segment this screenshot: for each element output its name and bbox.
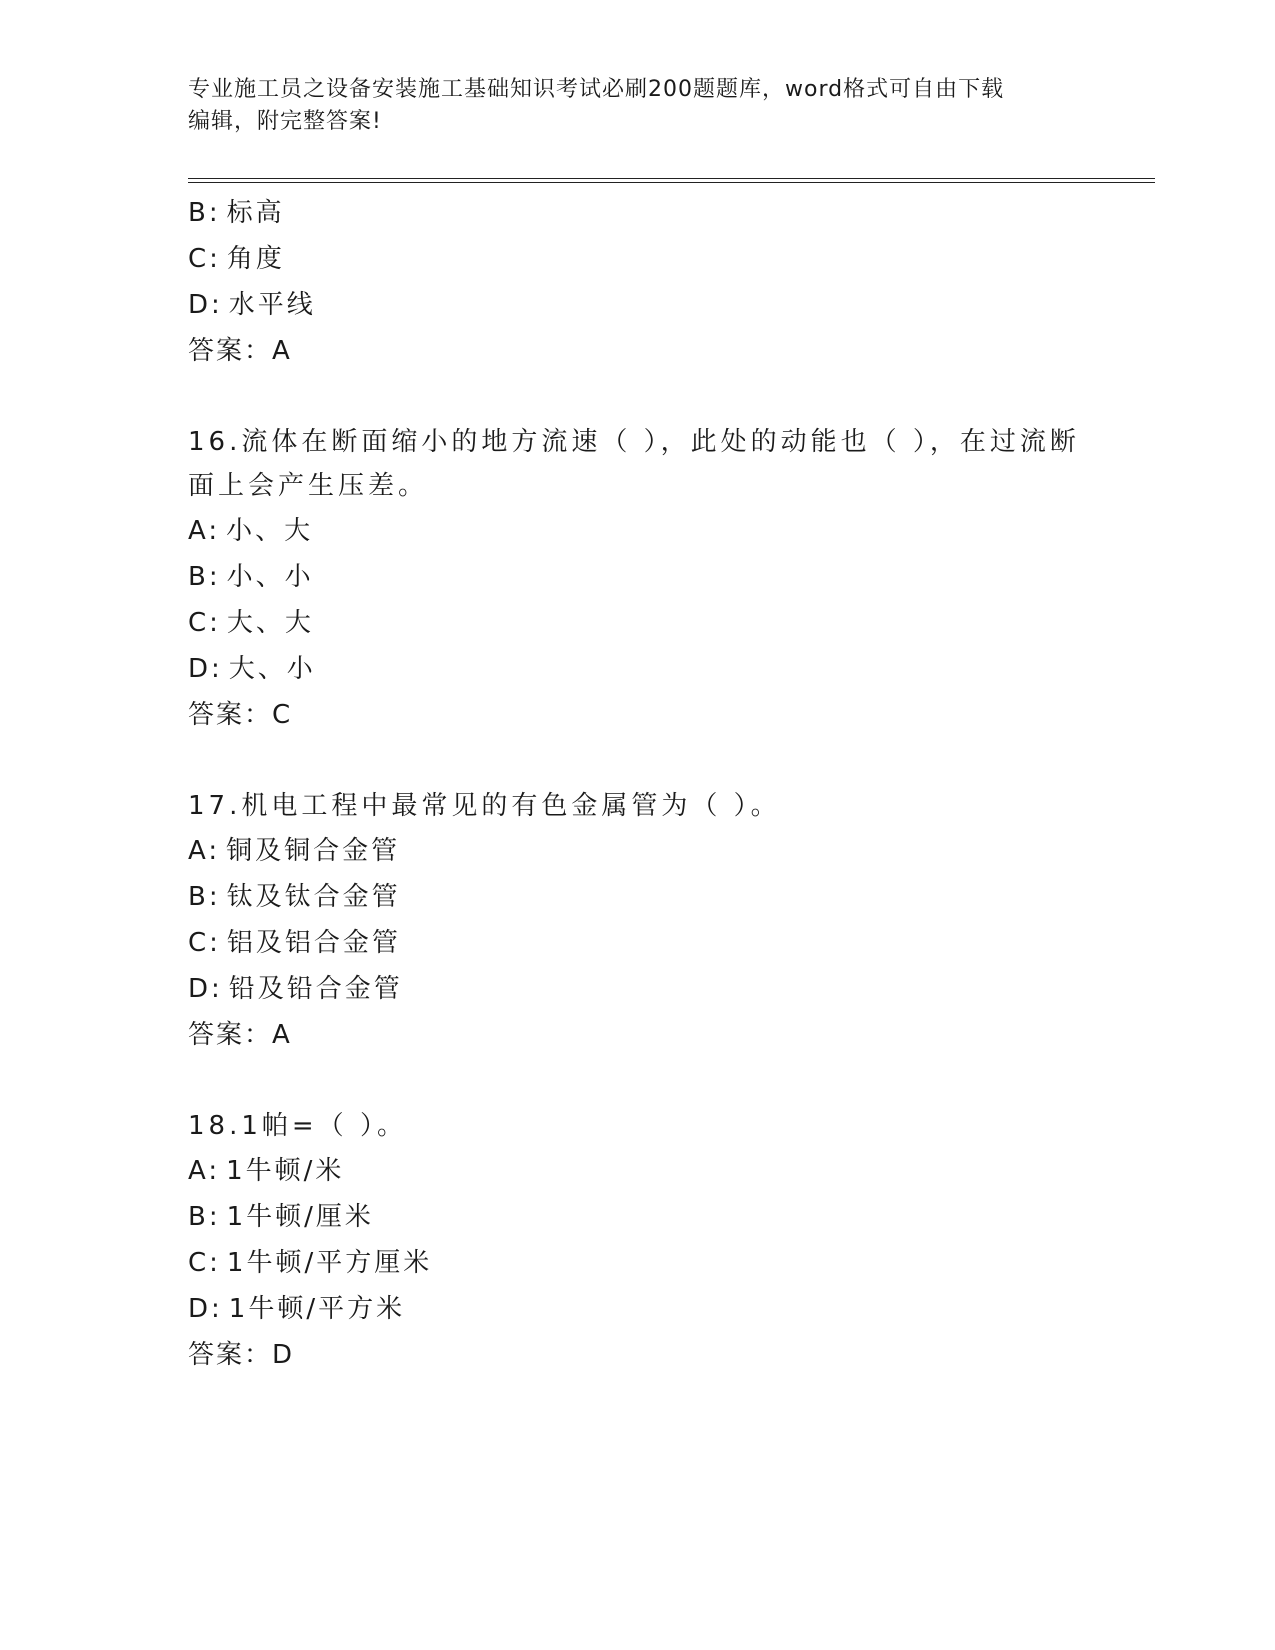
option-d: D: 大、小 bbox=[188, 654, 316, 684]
option-b: B: 1牛顿/厘米 bbox=[188, 1202, 374, 1232]
question-18 bbox=[188, 1104, 1088, 1378]
document-header bbox=[188, 74, 1068, 138]
option-c: C: 角度 bbox=[188, 244, 285, 274]
option-b: B: 小、小 bbox=[188, 562, 314, 592]
option-c: C: 1牛顿/平方厘米 bbox=[188, 1248, 433, 1278]
question-stem-line-2: 面上会产生压差。 bbox=[188, 471, 429, 501]
spacer bbox=[188, 738, 1088, 784]
answer-line: 答案：A bbox=[188, 1020, 292, 1050]
option-b: B: 钛及钛合金管 bbox=[188, 882, 401, 912]
question-stem-line-1: 18.1帕=（ ）。 bbox=[188, 1111, 407, 1141]
question-15-continuation bbox=[188, 190, 1088, 374]
option-a: A: 小、大 bbox=[188, 516, 314, 546]
option-d: D: 1牛顿/平方米 bbox=[188, 1294, 406, 1324]
header-divider-bottom bbox=[188, 182, 1155, 183]
option-d: D: 铅及铅合金管 bbox=[188, 974, 403, 1004]
answer-line: 答案：A bbox=[188, 336, 292, 366]
header-divider-top bbox=[188, 178, 1155, 179]
option-c: C: 大、大 bbox=[188, 608, 314, 638]
option-a: A: 1牛顿/米 bbox=[188, 1156, 345, 1186]
question-17 bbox=[188, 784, 1088, 1058]
spacer bbox=[188, 1058, 1088, 1104]
header-title-line-1: 专业施工员之设备安装施工基础知识考试必刷200题题库，word格式可自由下载 bbox=[188, 77, 1005, 102]
spacer bbox=[188, 374, 1088, 420]
option-a: A: 铜及铜合金管 bbox=[188, 836, 401, 866]
question-list bbox=[188, 190, 1088, 1378]
question-stem-line-1: 17.机电工程中最常见的有色金属管为（ ）。 bbox=[188, 791, 781, 821]
option-d: D: 水平线 bbox=[188, 290, 316, 320]
option-b: B: 标高 bbox=[188, 198, 285, 228]
header-title-line-2: 编辑，附完整答案! bbox=[188, 109, 382, 134]
answer-line: 答案：D bbox=[188, 1340, 295, 1370]
question-stem-line-1: 16.流体在断面缩小的地方流速（ ），此处的动能也（ ），在过流断 bbox=[188, 427, 1080, 457]
answer-line: 答案：C bbox=[188, 700, 293, 730]
option-c: C: 铝及铝合金管 bbox=[188, 928, 401, 958]
question-16 bbox=[188, 420, 1088, 738]
